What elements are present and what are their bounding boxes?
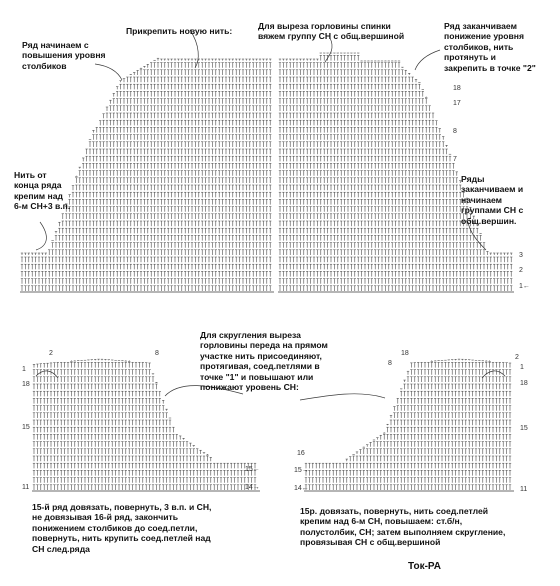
back-right-panel [278,53,514,292]
